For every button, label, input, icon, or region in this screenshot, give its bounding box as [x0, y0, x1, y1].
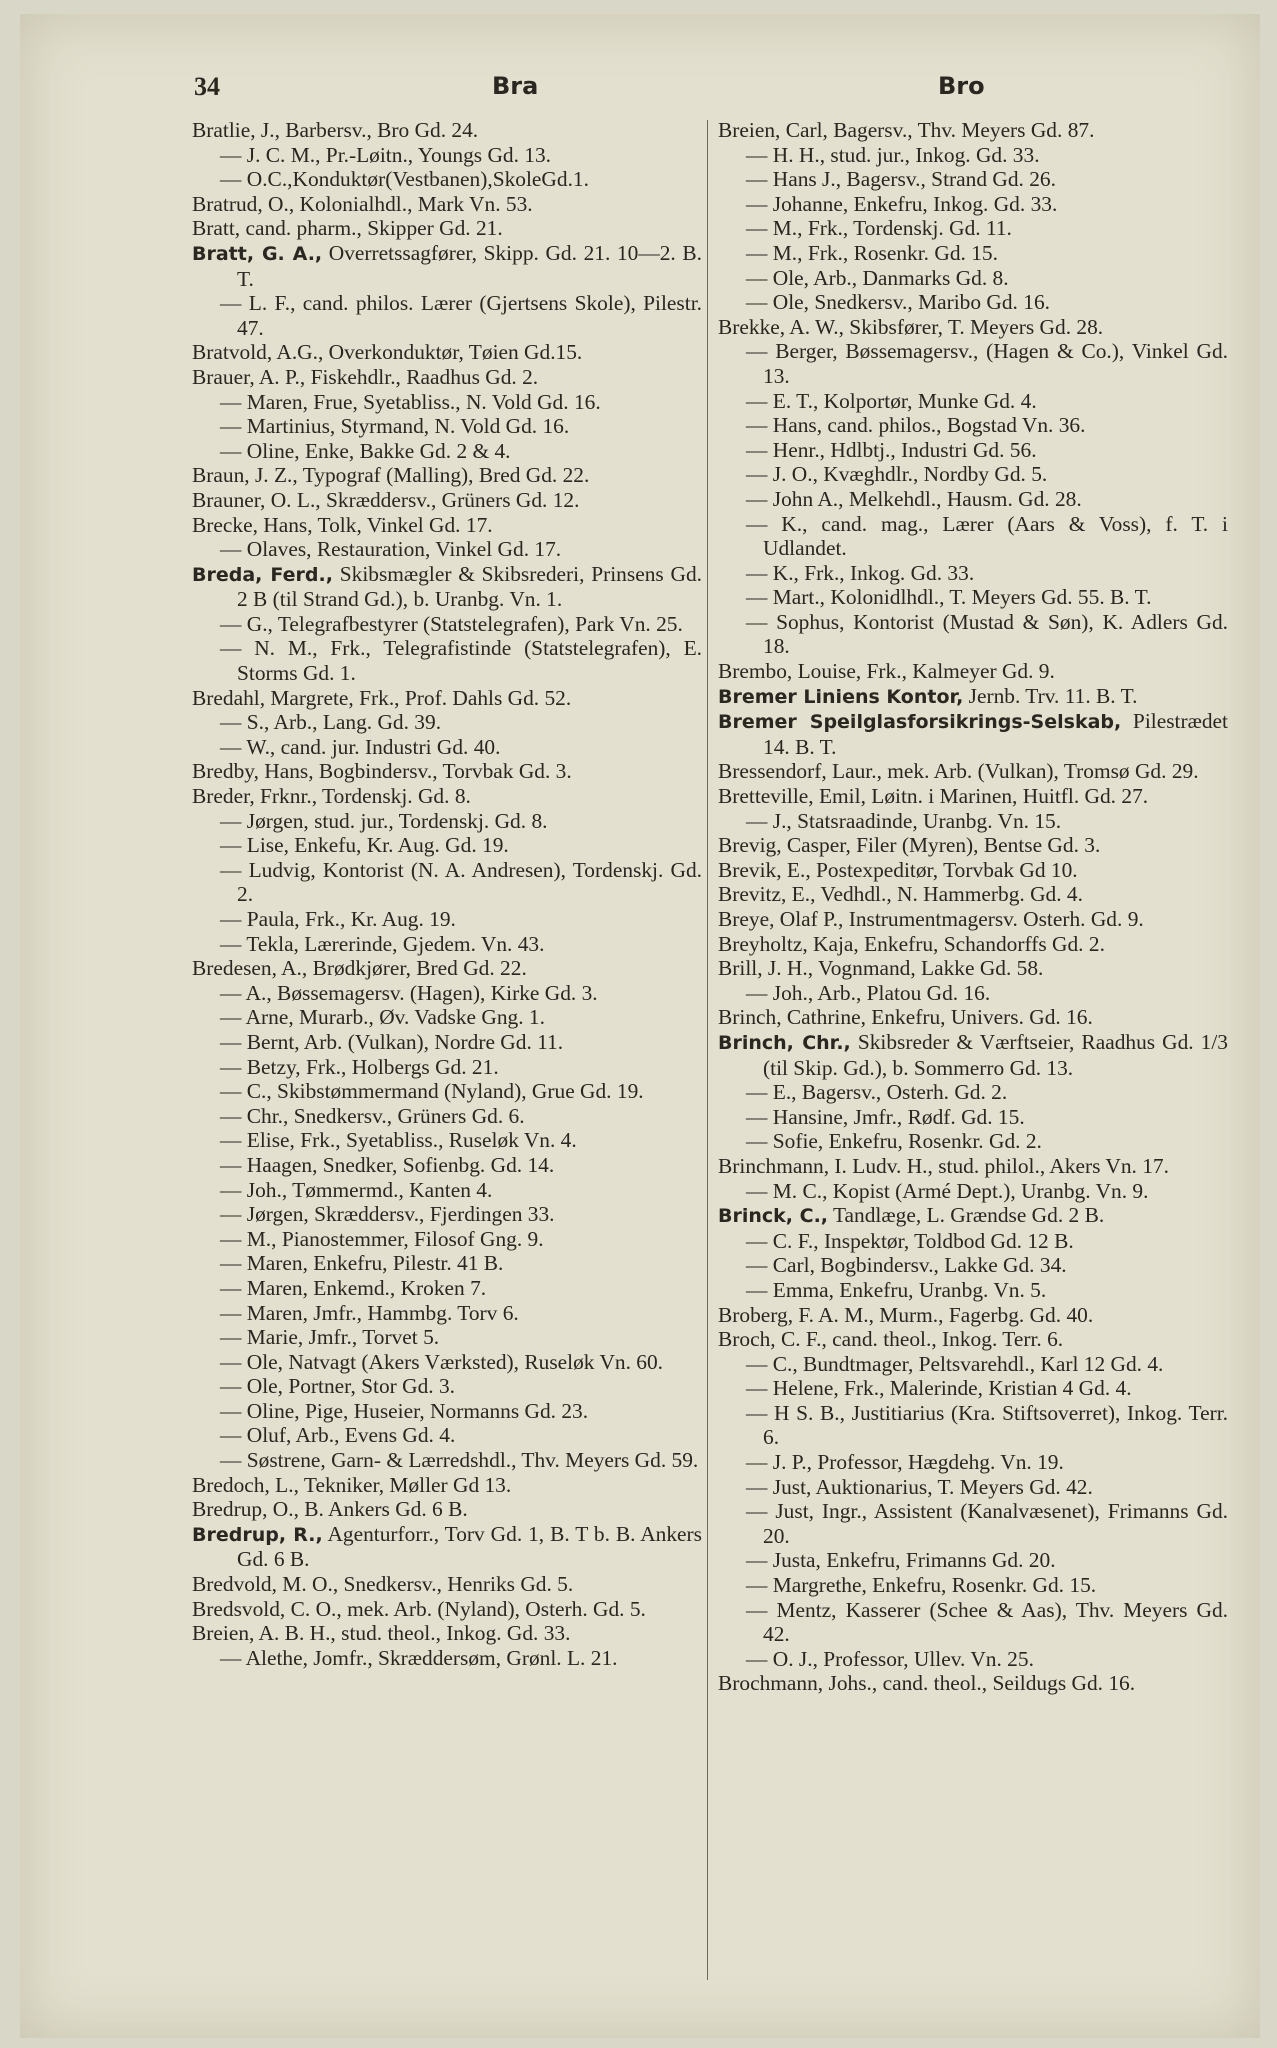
directory-entry: — E. T., Kolportør, Munke Gd. 4. — [718, 389, 1228, 414]
directory-entry: — Ole, Snedkersv., Maribo Gd. 16. — [718, 290, 1228, 315]
directory-entry: — Berger, Bøssemagersv., (Hagen & Co.), Vinkel Gd. 13. — [718, 339, 1228, 388]
directory-entry: Bredahl, Margrete, Frk., Prof. Dahls Gd. 52. — [192, 685, 572, 710]
directory-entry: Brochmann, Johs., cand. theol., Seildugs Gd. 16. — [718, 1671, 1136, 1696]
directory-entry: Breye, Olaf P., Instrumentmagersv. Osterh. Gd. 9. — [718, 907, 1144, 931]
directory-entry: — Bernt, Arb. (Vulkan), Nordre Gd. 11. — [192, 1030, 702, 1055]
directory-entry: Brill, J. H., Vognmand, Lakke Gd. 58. — [718, 956, 1044, 981]
directory-entry: Brevig, Casper, Filer (Myren), Bentse Gd. 3. — [718, 833, 1101, 858]
directory-entry: — J. C. M., Pr.-Løitn., Youngs Gd. 13. — [192, 143, 702, 168]
directory-entry: Bratvold, A.G., Overkonduktør, Tøien Gd.15. — [192, 340, 583, 365]
directory-entry: — Oluf, Arb., Evens Gd. 4. — [192, 1423, 702, 1448]
directory-entry: Bratt, G. A., Overretssagfører, Skipp. Gd. 21. 10—2. B. T. — [192, 240, 702, 291]
directory-entry: — K., cand. mag., Lærer (Aars & Voss), f. T. i Udlandet. — [718, 512, 1228, 561]
directory-entry: — Chr., Snedkersv., Grüners Gd. 6. — [192, 1104, 702, 1129]
directory-entry: Bratrud, O., Kolonialhdl., Mark Vn. 53. — [192, 191, 533, 216]
directory-entry: Breyholtz, Kaja, Enkefru, Schandorffs Gd. 2. — [718, 931, 1105, 956]
directory-entry: Bretteville, Emil, Løitn. i Marinen, Huitfl. Gd. 27. — [718, 784, 1149, 809]
directory-entry: — Lise, Enkefu, Kr. Aug. Gd. 19. — [192, 833, 702, 858]
directory-entry: Bremer Speilglasforsikrings-Selskab, Pilestrædet 14. B. T. — [718, 709, 1228, 759]
directory-entry: — L. F., cand. philos. Lærer (Gjertsens Skole), Pilestr. 47. — [192, 291, 702, 340]
directory-entry: — C., Bundtmager, Peltsvarehdl., Karl 12 Gd. 4. — [718, 1352, 1228, 1377]
directory-entry: — Elise, Frk., Syetabliss., Ruseløk Vn. 4. — [192, 1128, 702, 1153]
directory-entry: — Carl, Bogbindersv., Lakke Gd. 34. — [718, 1253, 1228, 1278]
directory-entry: — Justa, Enkefru, Frimanns Gd. 20. — [718, 1548, 1228, 1573]
directory-entry: — Oline, Enke, Bakke Gd. 2 & 4. — [192, 439, 702, 464]
directory-entry: Braun, J. Z., Typograf (Malling), Bred Gd. 22. — [192, 463, 590, 488]
page-number: 34 — [194, 72, 220, 101]
directory-entry: — Marie, Jmfr., Torvet 5. — [192, 1325, 702, 1350]
directory-entry: — H S. B., Justitiarius (Kra. Stiftsoverret), Inkog. Terr. 6. — [718, 1401, 1228, 1450]
directory-entry: Breien, A. B. H., stud. theol., Inkog. Gd. 33. — [192, 1621, 571, 1646]
directory-entry: — Just, Ingr., Assistent (Kanalvæsenet), Frimanns Gd. 20. — [718, 1499, 1228, 1548]
directory-entry: — O.C.,Konduktør(Vestbanen),SkoleGd.1. — [192, 167, 702, 192]
directory-page — [20, 14, 1260, 2038]
right-column — [718, 118, 1228, 1696]
right-guide-word: Bro — [938, 72, 985, 100]
directory-entry: — J., Statsraadinde, Uranbg. Vn. 15. — [718, 809, 1228, 834]
directory-entry: — M., Pianostemmer, Filosof Gng. 9. — [192, 1227, 702, 1252]
directory-entry: Brinch, Cathrine, Enkefru, Univers. Gd. 16. — [718, 1005, 1093, 1030]
page-header — [20, 60, 1260, 100]
directory-entry: — Ole, Arb., Danmarks Gd. 8. — [718, 266, 1228, 291]
directory-entry: Bremer Liniens Kontor, Jernb. Trv. 11. B. T. — [718, 683, 1138, 708]
directory-entry: Brekke, A. W., Skibsfører, T. Meyers Gd. 28. — [718, 314, 1104, 339]
directory-entry: — Martinius, Styrmand, N. Vold Gd. 16. — [192, 414, 702, 439]
directory-entry: Brevik, E., Postexpeditør, Torvbak Gd 10. — [718, 857, 1078, 882]
directory-entry: — Ole, Portner, Stor Gd. 3. — [192, 1374, 702, 1399]
directory-entry: Breda, Ferd., Skibsmægler & Skibsrederi, Prinsens Gd. 2 B (til Strand Gd.), b. Uranbg. Vn. 1. — [192, 561, 702, 612]
directory-entry: Bredoch, L., Tekniker, Møller Gd 13. — [192, 1472, 512, 1497]
directory-entry: — C., Skibstømmermand (Nyland), Grue Gd. 19. — [192, 1079, 702, 1104]
directory-entry: — H. H., stud. jur., Inkog. Gd. 33. — [718, 143, 1228, 168]
directory-entry: Bressendorf, Laur., mek. Arb. (Vulkan), Tromsø Gd. 29. — [718, 759, 1199, 784]
directory-entry: Brevitz, E., Vedhdl., N. Hammerbg. Gd. 4. — [718, 882, 1083, 907]
directory-entry: — Joh., Tømmermd., Kanten 4. — [192, 1178, 702, 1203]
directory-entry: Bredrup, O., B. Ankers Gd. 6 B. — [192, 1497, 468, 1522]
directory-entry: — A., Bøssemagersv. (Hagen), Kirke Gd. 3. — [192, 981, 702, 1006]
directory-entry: — Søstrene, Garn- & Lærredshdl., Thv. Meyers Gd. 59. — [192, 1448, 702, 1473]
directory-entry: Bredesen, A., Brødkjører, Bred Gd. 22. — [192, 956, 527, 981]
directory-entry: — Haagen, Snedker, Sofienbg. Gd. 14. — [192, 1153, 702, 1178]
directory-entry: Brembo, Louise, Frk., Kalmeyer Gd. 9. — [718, 659, 1055, 684]
directory-entry: Brinck, C., Tandlæge, L. Grændse Gd. 2 B. — [718, 1203, 1105, 1228]
column-divider — [707, 120, 708, 1980]
directory-entry: — Maren, Jmfr., Hammbg. Torv 6. — [192, 1301, 702, 1326]
directory-entry: — Tekla, Lærerinde, Gjedem. Vn. 43. — [192, 932, 702, 957]
directory-entry: — M., Frk., Tordenskj. Gd. 11. — [718, 216, 1228, 241]
directory-entry: — K., Frk., Inkog. Gd. 33. — [718, 561, 1228, 586]
directory-entry: Bredvold, M. O., Snedkersv., Henriks Gd. 5. — [192, 1572, 574, 1597]
directory-entry: — Emma, Enkefru, Uranbg. Vn. 5. — [718, 1278, 1228, 1303]
directory-entry: — Helene, Frk., Malerinde, Kristian 4 Gd. 4. — [718, 1376, 1228, 1401]
directory-entry: — Jørgen, stud. jur., Tordenskj. Gd. 8. — [192, 809, 702, 834]
directory-entry: — W., cand. jur. Industri Gd. 40. — [192, 735, 702, 760]
directory-entry: — Mart., Kolonidlhdl., T. Meyers Gd. 55. B. T. — [718, 585, 1228, 610]
directory-entry: — John A., Melkehdl., Hausm. Gd. 28. — [718, 487, 1228, 512]
directory-entry: — G., Telegrafbestyrer (Statstelegrafen), Park Vn. 25. — [192, 612, 702, 637]
directory-entry: — Hansine, Jmfr., Rødf. Gd. 15. — [718, 1105, 1228, 1130]
directory-entry: Bredsvold, C. O., mek. Arb. (Nyland), Osterh. Gd. 5. — [192, 1596, 646, 1621]
directory-entry: — Paula, Frk., Kr. Aug. 19. — [192, 907, 702, 932]
directory-entry: — Just, Auktionarius, T. Meyers Gd. 42. — [718, 1475, 1228, 1500]
directory-entry: — Ole, Natvagt (Akers Værksted), Ruseløk Vn. 60. — [192, 1350, 702, 1375]
directory-entry: Broberg, F. A. M., Murm., Fagerbg. Gd. 40. — [718, 1302, 1094, 1327]
directory-entry: — J. P., Professor, Hægdehg. Vn. 19. — [718, 1450, 1228, 1475]
directory-entry: — Betzy, Frk., Holbergs Gd. 21. — [192, 1055, 702, 1080]
directory-entry: Brauner, O. L., Skræddersv., Grüners Gd. 12. — [192, 487, 580, 512]
directory-entry: — S., Arb., Lang. Gd. 39. — [192, 710, 702, 735]
directory-entry: — Maren, Enkefru, Pilestr. 41 B. — [192, 1251, 702, 1276]
directory-entry: — Hans, cand. philos., Bogstad Vn. 36. — [718, 413, 1228, 438]
directory-entry: — Sofie, Enkefru, Rosenkr. Gd. 2. — [718, 1129, 1228, 1154]
directory-entry: — Johanne, Enkefru, Inkog. Gd. 33. — [718, 192, 1228, 217]
directory-entry: Broch, C. F., cand. theol., Inkog. Terr. 6. — [718, 1327, 1064, 1352]
directory-entry: — Ludvig, Kontorist (N. A. Andresen), Tordenskj. Gd. 2. — [192, 858, 702, 907]
directory-entry: — M. C., Kopist (Armé Dept.), Uranbg. Vn. 9. — [718, 1179, 1228, 1204]
directory-entry: — C. F., Inspektør, Toldbod Gd. 12 B. — [718, 1229, 1228, 1254]
directory-entry: — Sophus, Kontorist (Mustad & Søn), K. Adlers Gd. 18. — [718, 610, 1228, 659]
directory-entry: Brecke, Hans, Tolk, Vinkel Gd. 17. — [192, 512, 493, 537]
left-guide-word: Bra — [492, 72, 539, 100]
directory-entry: — Oline, Pige, Huseier, Normanns Gd. 23. — [192, 1399, 702, 1424]
directory-entry: Brinchmann, I. Ludv. H., stud. philol., Akers Vn. 17. — [718, 1153, 1169, 1178]
directory-entry: — Olaves, Restauration, Vinkel Gd. 17. — [192, 537, 702, 562]
directory-entry: Bredrup, R., Agenturforr., Torv Gd. 1, B. T b. B. Ankers Gd. 6 B. — [192, 1521, 702, 1572]
directory-entry: — Arne, Murarb., Øv. Vadske Gng. 1. — [192, 1005, 702, 1030]
directory-entry: Brauer, A. P., Fiskehdlr., Raadhus Gd. 2. — [192, 364, 539, 389]
directory-entry: — Mentz, Kasserer (Schee & Aas), Thv. Meyers Gd. 42. — [718, 1598, 1228, 1647]
directory-entry: — Hans J., Bagersv., Strand Gd. 26. — [718, 167, 1228, 192]
directory-entry: — N. M., Frk., Telegrafistinde (Statstelegrafen), E. Storms Gd. 1. — [192, 636, 702, 685]
directory-entry: — M., Frk., Rosenkr. Gd. 15. — [718, 241, 1228, 266]
directory-entry: — Margrethe, Enkefru, Rosenkr. Gd. 15. — [718, 1573, 1228, 1598]
directory-entry: — Maren, Enkemd., Kroken 7. — [192, 1276, 702, 1301]
directory-entry: Breien, Carl, Bagersv., Thv. Meyers Gd. 87. — [718, 118, 1095, 142]
directory-entry: — Jørgen, Skræddersv., Fjerdingen 33. — [192, 1202, 702, 1227]
directory-entry: — Henr., Hdlbtj., Industri Gd. 56. — [718, 438, 1228, 463]
directory-entry: Bratlie, J., Barbersv., Bro Gd. 24. — [192, 118, 479, 142]
directory-entry: Brinch, Chr., Skibsreder & Værftseier, Raadhus Gd. 1/3 (til Skip. Gd.), b. Sommerro Gd. 13. — [718, 1029, 1228, 1080]
directory-entry: Bredby, Hans, Bogbindersv., Torvbak Gd. 3. — [192, 759, 572, 784]
directory-entry: — J. O., Kvæghdlr., Nordby Gd. 5. — [718, 462, 1228, 487]
directory-entry: — Maren, Frue, Syetabliss., N. Vold Gd. 16. — [192, 390, 702, 415]
directory-entry: Breder, Frknr., Tordenskj. Gd. 8. — [192, 784, 471, 809]
directory-entry: — Joh., Arb., Platou Gd. 16. — [718, 981, 1228, 1006]
left-column — [192, 118, 702, 1670]
directory-entry: — E., Bagersv., Osterh. Gd. 2. — [718, 1080, 1228, 1105]
directory-entry: — Alethe, Jomfr., Skræddersøm, Grønl. L. 21. — [192, 1646, 702, 1671]
directory-entry: — O. J., Professor, Ullev. Vn. 25. — [718, 1647, 1228, 1672]
directory-entry: Bratt, cand. pharm., Skipper Gd. 21. — [192, 216, 503, 241]
